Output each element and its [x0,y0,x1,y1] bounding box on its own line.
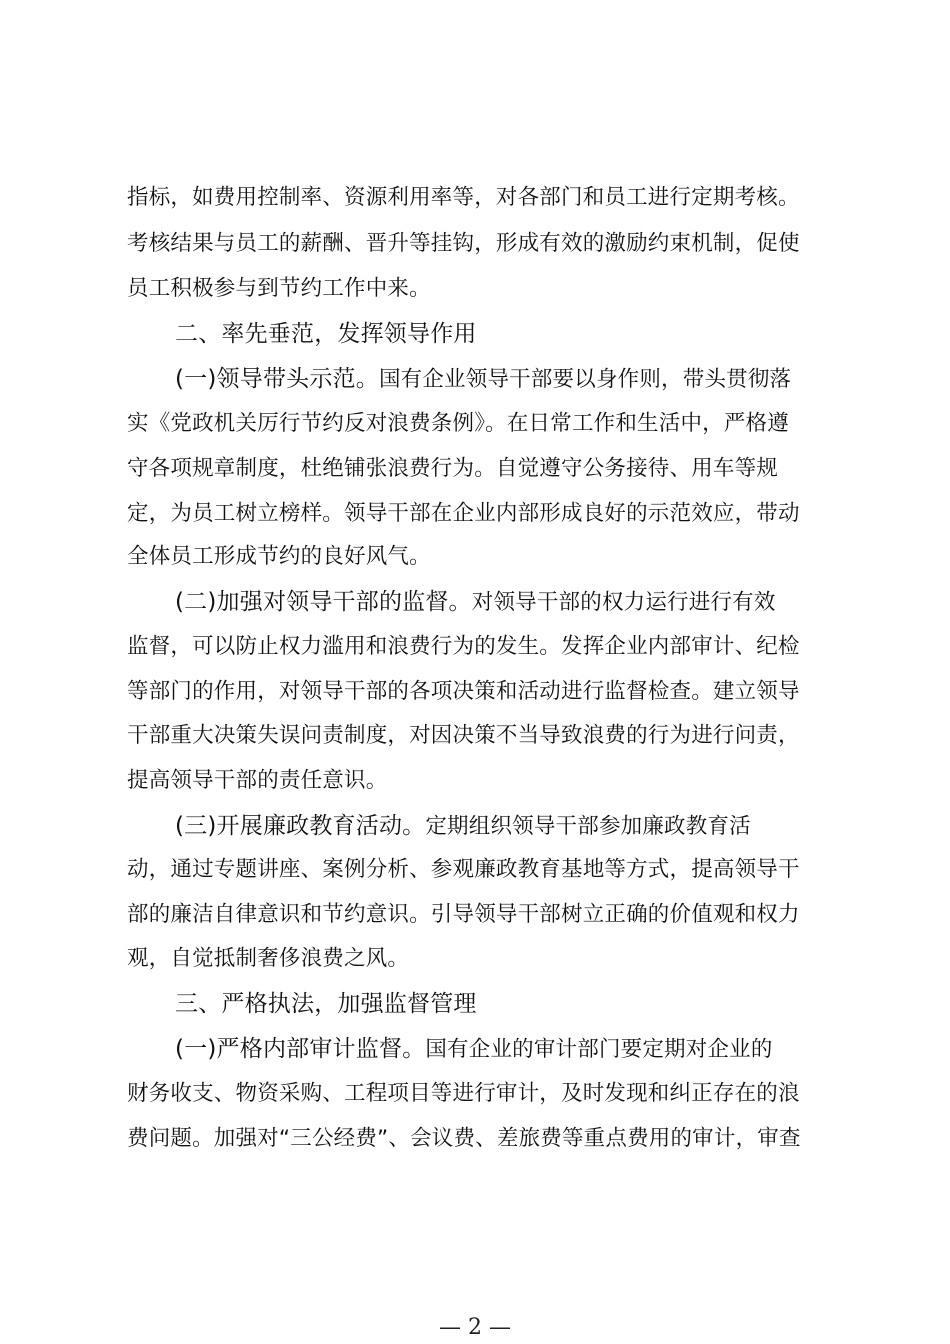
section-heading: 三、严格执法，加强监督管理 [175,991,477,1017]
paragraph-lead: (二)加强对领导干部的监督。 [175,589,472,615]
body-text-line: 动，通过专题讲座、案例分析、参观廉政教育基地等方式，提高领导干 [127,857,800,882]
paragraph-first-line [175,811,751,842]
body-text-line: 指标，如费用控制率、资源利用率等，对各部门和员工进行定期考核。 [127,185,800,210]
paragraph-lead: (一)领导带头示范。 [175,366,379,392]
body-text-line: 观，自觉抵制奢侈浪费之风。 [127,946,410,971]
section-heading: 二、率先垂范，发挥领导作用 [175,321,477,347]
paragraph-first-line [175,1034,773,1065]
body-text-line: 监督，可以防止权力滥用和浪费行为的发生。发挥企业内部审计、纪检 [127,634,800,659]
body-text-line: 财务收支、物资采购、工程项目等进行审计，及时发现和纠正存在的浪 [127,1081,800,1106]
body-text: 国有企业领导干部要以身作则，带头贯彻落 [378,367,792,392]
paragraph-lead: (三)开展廉政教育活动。 [175,813,426,839]
body-text-line: 守各项规章制度，杜绝铺张浪费行为。自觉遵守公务接待、用车等规 [127,456,779,481]
body-text-line: 实《党政机关厉行节约反对浪费条例》。在日常工作和生活中，严格遵 [127,411,789,436]
body-text-line: 部的廉洁自律意识和节约意识。引导领导干部树立正确的价值观和权力 [127,902,800,927]
page-number: — 2 — [439,1315,511,1340]
paragraph-first-line [175,587,776,618]
body-text-line: 定，为员工树立榜样。领导干部在企业内部形成良好的示范效应，带动 [127,501,800,526]
body-text-line: 干部重大决策失误问责制度，对因决策不当导致浪费的行为进行问责， [127,723,800,748]
body-text-line: 等部门的作用，对领导干部的各项决策和活动进行监督检查。建立领导 [127,679,800,704]
body-text-line: 费问题。加强对“三公经费”、会议费、差旅费等重点费用的审计，审查 [127,1126,801,1151]
body-text: 定期组织领导干部参加廉政教育活 [425,814,751,839]
paragraph-first-line [175,364,791,395]
body-text-line: 全体员工形成节约的良好风气。 [127,544,431,569]
paragraph-lead: (一)严格内部审计监督。 [175,1036,426,1062]
body-text: 对领导干部的权力运行进行有效 [471,590,776,615]
body-text: 国有企业的审计部门要定期对企业的 [425,1037,773,1062]
body-text-line: 提高领导干部的责任意识。 [127,768,388,793]
body-text-line: 考核结果与员工的薪酬、晋升等挂钩，形成有效的激励约束机制，促使 [127,231,800,256]
body-text-line: 员工积极参与到节约工作中来。 [127,276,431,301]
